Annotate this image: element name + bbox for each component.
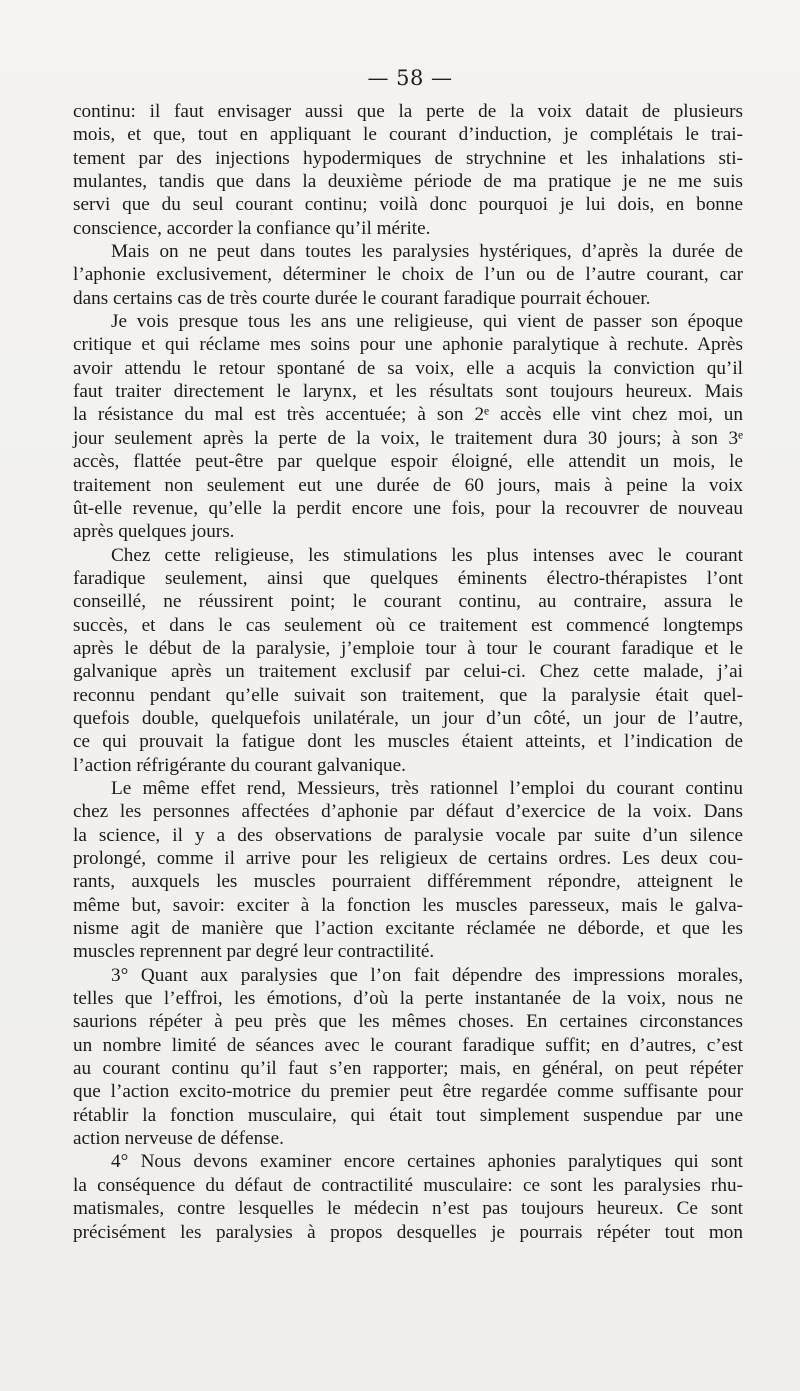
text-line: faut traiter directement le larynx, et les résultats sont toujours heureux. Mais — [73, 381, 743, 403]
text-line: Mais on ne peut dans toutes les paralysies hystériques, d’après la durée de — [111, 241, 743, 263]
text-line: galvanique après un traitement exclusif par celui-ci. Chez cette malade, j’ai — [73, 661, 743, 683]
text-line: rétablir la fonction musculaire, qui était tout simplement suspendue par une — [73, 1104, 743, 1126]
page-number: — 58 — — [367, 66, 453, 90]
text-line: matismales, contre lesquelles le médecin n’est pas toujours heureux. Ce sont — [73, 1198, 743, 1220]
body-text — [73, 100, 743, 1244]
text-line: ce qui prouvait la fatigue dont les muscles étaient atteints, et l’indication de — [73, 731, 743, 753]
text-line: telles que l’effroi, les émotions, d’où la perte instantanée de la voix, nous ne — [73, 988, 743, 1010]
text-line: reconnu pendant qu’elle suivait son traitement, que la paralysie était quel- — [73, 684, 743, 706]
text-line: l’aphonie exclusivement, déterminer le choix de l’un ou de l’autre courant, car — [73, 264, 743, 286]
text-line: chez les personnes affectées d’aphonie par défaut d’exercice de la voix. Dans — [73, 801, 743, 823]
text-line: quefois double, quelquefois unilatérale, un jour d’un côté, un jour de l’autre, — [73, 707, 743, 729]
paragraph — [73, 1150, 743, 1243]
text-line: prolongé, comme il arrive pour les religieux de certains ordres. Les deux cou- — [73, 848, 743, 869]
text-line: 4° Nous devons examiner encore certaines aphonies paralytiques qui sont — [111, 1151, 743, 1173]
text-line: que l’action excito-motrice du premier peut être regardée comme suffisante pour — [73, 1081, 743, 1103]
text-line: nisme agit de manière que l’action excitante réclamée ne déborde, et que les — [73, 918, 743, 940]
text-line: Le même effet rend, Messieurs, très rationnel l’emploi du courant continu — [111, 777, 743, 799]
text-line: faradique seulement, ainsi que quelques éminents électro-thérapistes l’ont — [73, 567, 743, 589]
text-line: au courant continu qu’il faut s’en rapporter; mais, en général, on peut répéter — [73, 1058, 743, 1080]
paragraph — [73, 310, 743, 543]
text-line: muscles reprennent par degré leur contractilité. — [73, 941, 435, 963]
text-line: après quelques jours. — [73, 521, 235, 543]
text-line: traitement non seulement eut une durée de 60 jours, mais à peine la voix — [73, 474, 743, 496]
text-line: même but, savoir: exciter à la fonction les muscles paresseux, mais le galva- — [73, 894, 743, 916]
text-line: succès, et dans le cas seulement où ce traitement est commencé longtemps — [73, 614, 743, 636]
text-line: continu: il faut envisager aussi que la perte de la voix datait de plusieurs — [73, 101, 743, 122]
text-line: Je vois presque tous les ans une religieuse, qui vient de passer son époque — [111, 311, 743, 333]
text-line: servi que du seul courant continu; voilà donc pourquoi je lui dois, en bonne — [73, 194, 743, 216]
paragraph — [73, 777, 743, 964]
text-line: action nerveuse de défense. — [73, 1128, 284, 1150]
text-line: Chez cette religieuse, les stimulations les plus intenses avec le courant — [111, 544, 743, 566]
text-line: la résistance du mal est très accentuée; à son 2ᵉ accès elle vint chez moi, un — [73, 404, 743, 426]
text-line: mulantes, tandis que dans la deuxième période de ma pratique je ne me suis — [73, 171, 743, 193]
paragraph — [73, 240, 743, 310]
text-line: saurions répéter à peu près que les mêmes choses. En certaines circonstances — [73, 1011, 743, 1033]
text-line: accès, flattée peut-être par quelque espoir éloigné, elle attendit un mois, le — [73, 451, 743, 473]
text-line: après le début de la paralysie, j’emploie tour à tour le courant faradique et le — [73, 637, 743, 659]
text-line: ût-elle revenue, qu’elle la perdit encore une fois, pour la recouvrer de nouveau — [73, 497, 743, 519]
text-line: l’action réfrigérante du courant galvanique. — [73, 754, 406, 776]
paragraph — [73, 964, 743, 1151]
paragraph — [73, 100, 743, 240]
text-line: précisément les paralysies à propos desquelles je pourrais répéter tout mon — [73, 1221, 743, 1243]
text-line: mois, et que, tout en appliquant le courant d’induction, je complétais le trai- — [73, 124, 743, 146]
text-line: 3° Quant aux paralysies que l’on fait dépendre des impressions morales, — [111, 964, 743, 986]
text-line: tement par des injections hypodermiques de strychnine et les inhalations sti- — [73, 147, 743, 169]
text-line: conseillé, ne réussirent point; le courant continu, au contraire, assura le — [73, 591, 743, 613]
text-line: la conséquence du défaut de contractilité musculaire: ce sont les paralysies rhu- — [73, 1174, 743, 1196]
text-line: conscience, accorder la confiance qu’il mérite. — [73, 217, 431, 239]
text-line: rants, auxquels les muscles pourraient différemment répondre, atteignent le — [73, 871, 743, 893]
text-line: la science, il y a des observations de paralysie vocale par suite d’un silence — [73, 824, 743, 846]
paragraph — [73, 544, 743, 777]
text-line: un nombre limité de séances avec le courant faradique suffit; en d’autres, c’est — [73, 1034, 743, 1056]
text-line: critique et qui réclame mes soins pour une aphonie paralytique à rechute. Après — [73, 334, 743, 356]
text-line: dans certains cas de très courte durée le courant faradique pourrait échouer. — [73, 287, 651, 309]
text-line: jour seulement après la perte de la voix, le traitement dura 30 jours; à son 3ᵉ — [73, 427, 743, 449]
text-line: avoir attendu le retour spontané de sa voix, elle a acquis la conviction qu’il — [73, 357, 743, 379]
